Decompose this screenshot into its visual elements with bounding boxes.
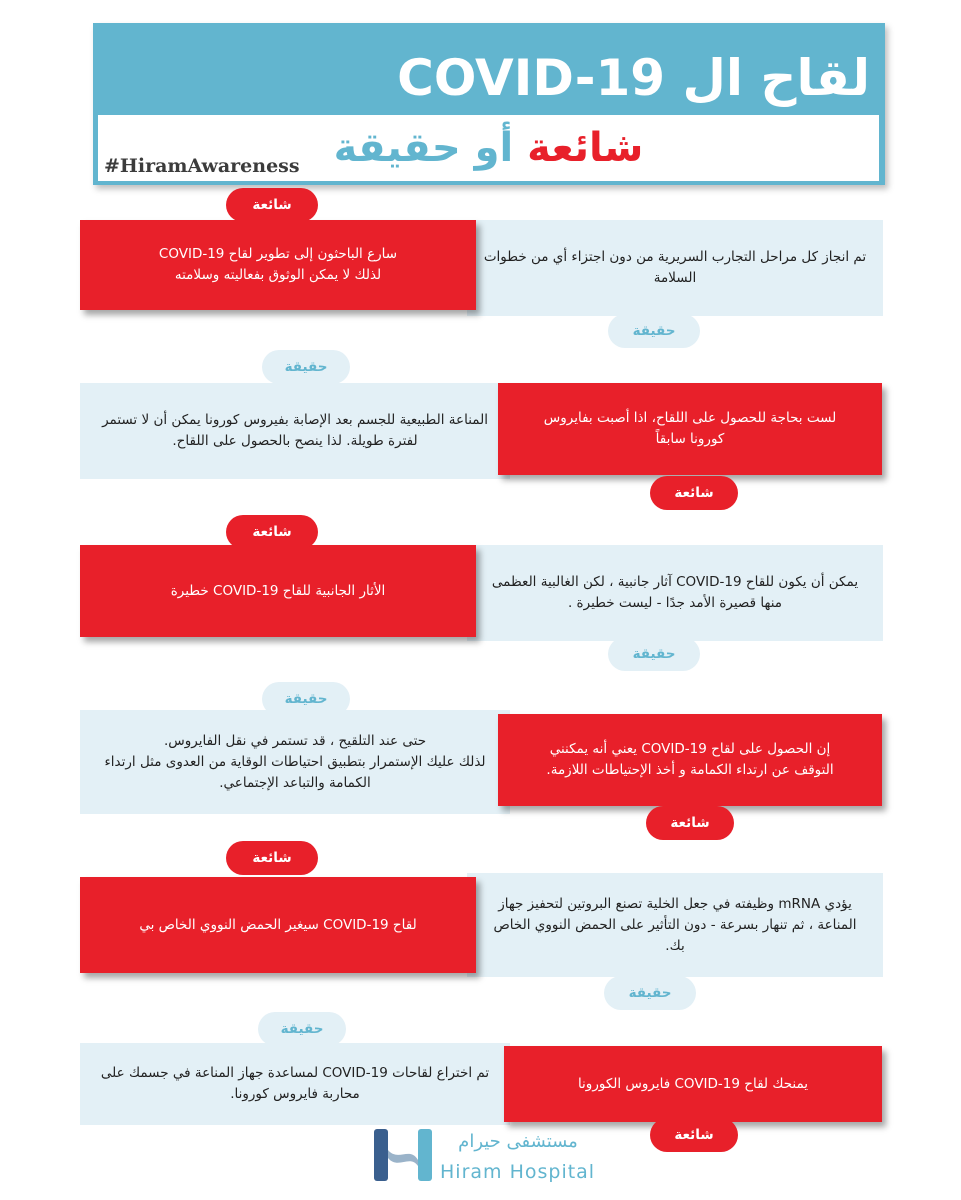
myth-text: يمنحك لقاح COVID-19 فايروس الكورونا xyxy=(577,1075,809,1092)
fact-box xyxy=(80,710,510,814)
myth-box xyxy=(498,383,882,475)
fact-box xyxy=(80,1043,510,1125)
fact-label: حقيقة xyxy=(262,350,350,384)
hospital-logo-icon xyxy=(372,1126,438,1184)
fact-label: حقيقة xyxy=(262,682,350,716)
myth-box xyxy=(504,1046,882,1122)
fact-label: حقيقة xyxy=(608,637,700,671)
subtitle-myth-word: شائعة xyxy=(527,125,644,171)
myth-text: إن الحصول على لقاح COVID-19 يعني أنه يمكنني التوقف عن ارتداء الكمامة و أخذ الإحتياطات اللازمة. xyxy=(546,741,834,778)
myth-text: لقاح COVID-19 سيغير الحمض النووي الخاص بي xyxy=(139,916,417,933)
subtitle-or-word: أو xyxy=(460,125,528,171)
hospital-name-arabic: مستشفى حيرام xyxy=(458,1131,578,1152)
subtitle-fact-word: حقيقة xyxy=(333,125,461,171)
fact-box xyxy=(80,383,510,479)
page-title: لقاح ال COVID-19 xyxy=(397,49,870,107)
myth-label: شائعة xyxy=(226,515,318,549)
fact-text: يؤدي mRNA وظيفته في جعل الخلية تصنع البروتين لتحفيز جهاز المناعة ، ثم تنهار بسرعة - دون التأثير على الحمض النووي الخاص بك. xyxy=(493,895,857,954)
fact-box xyxy=(467,545,883,641)
myth-text: سارع الباحثون إلى تطوير لقاح COVID-19 لذلك لا يمكن الوثوق بفعاليته وسلامته xyxy=(158,246,398,283)
fact-label: حقيقة xyxy=(604,976,696,1010)
fact-text: تم اختراع لقاحات COVID-19 لمساعدة جهاز المناعة في جسمك على محاربة فايروس كورونا. xyxy=(100,1065,490,1102)
fact-text: المناعة الطبيعية للجسم بعد الإصابة بفيروس كورونا يمكن أن لا تستمر لفترة طويلة. لذا ينصح بالحصول على اللقاح. xyxy=(102,412,488,449)
myth-label: شائعة xyxy=(226,188,318,222)
fact-text: حتى عند التلقيح ، قد تستمر في نقل الفايروس. لذلك عليك الإستمرار بتطبيق احتياطات الوقاية من العدوى مثل ارتداء الكمامة والتباعد الإجتماعي. xyxy=(104,732,486,791)
myth-text: الأثار الجانبية للقاح COVID-19 خطيرة xyxy=(170,582,386,599)
hashtag: #HiramAwareness xyxy=(104,155,300,177)
hospital-name-english: Hiram Hospital xyxy=(440,1161,596,1183)
myth-label: شائعة xyxy=(646,806,734,840)
fact-text: تم انجاز كل مراحل التجارب السريرية من دون اجتزاء أي من خطوات السلامة xyxy=(483,249,867,286)
fact-label: حقيقة xyxy=(258,1012,346,1046)
myth-label: شائعة xyxy=(650,1118,738,1152)
myth-label: شائعة xyxy=(650,476,738,510)
fact-box xyxy=(467,873,883,977)
myth-box xyxy=(80,545,476,637)
myth-box xyxy=(80,877,476,973)
fact-label: حقيقة xyxy=(608,314,700,348)
myth-text: لست بحاجة للحصول على اللقاح، اذا أصبت بفايروس كورونا سابقاً xyxy=(543,410,837,447)
myth-box xyxy=(498,714,882,806)
fact-text: يمكن أن يكون للقاح COVID-19 آثار جانبية ، لكن الغالبية العظمى منها قصيرة الأمد جدًا - ليست خطيرة . xyxy=(491,574,859,611)
fact-box xyxy=(467,220,883,316)
myth-box xyxy=(80,220,476,310)
myth-label: شائعة xyxy=(226,841,318,875)
